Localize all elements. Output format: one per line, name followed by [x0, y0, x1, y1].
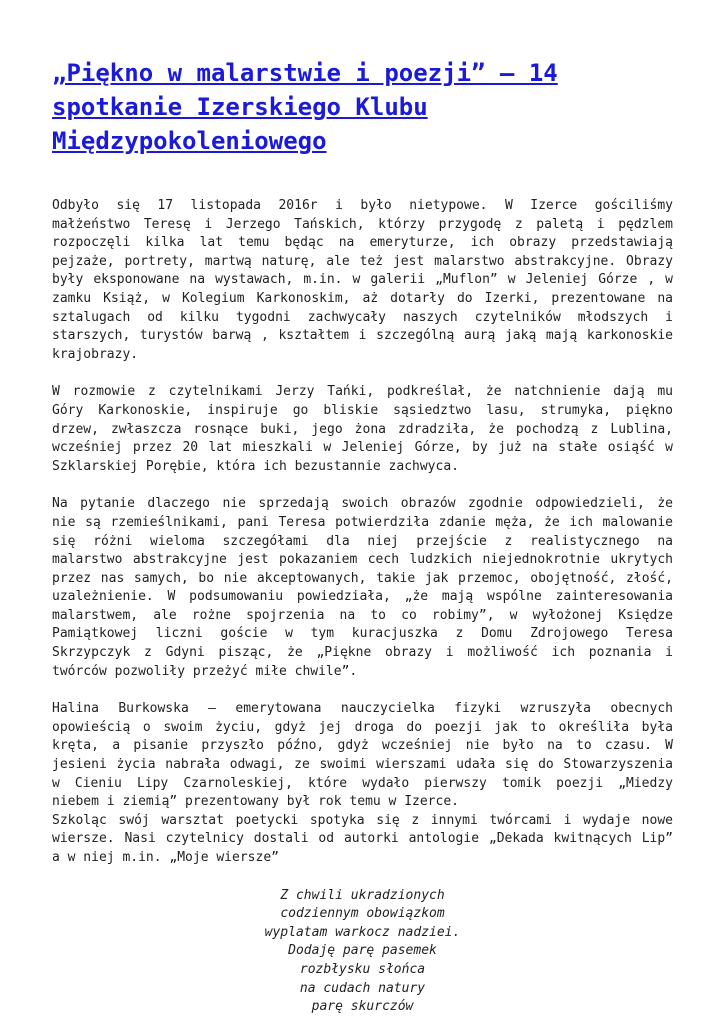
text-line: w Cieniu Lipy Czarnoleskiej, które wydało pierwszy tomik poezji „Miedzy	[52, 775, 673, 791]
text-line: Na pytanie dlaczego nie sprzedają swoich obrazów zgodnie odpowiedzieli, że	[52, 496, 673, 512]
text-line: jesieni życia nabrała odwagi, ze swoimi wierszami udała się do Stowarzyszenia	[52, 757, 673, 773]
text-line: małżeństwo Teresę i Jerzego Tańskich, którzy przygodę z paletą i pędzlem	[52, 216, 673, 232]
text-line: kręta, a pisanie przyszło późno, gdyż wcześniej nie było na to czasu. W	[52, 738, 673, 754]
text-line: Szklarskiej Porębie, która ich bezustannie zachwyca.	[52, 458, 459, 474]
text-line: uzależnienie. W podsumowaniu powiedziała, „że mają wspólne zainteresowania	[52, 589, 673, 605]
text-line: a w niej m.in. „Moje wiersze”	[52, 850, 279, 865]
text-line: malarstwo abstrakcyjne jest pokazaniem cech ludzkich niejednokrotnie ukrytych	[52, 552, 673, 568]
poem-verse: Z chwili ukradzionych	[280, 887, 445, 903]
article-title-link[interactable]: „Piękno w malarstwie i poezji” – 14 spotkanie Izerskiego Klubu Międzypokoleniowego	[52, 59, 558, 155]
paragraph-intro	[52, 197, 673, 364]
poem-verse: na cudach natury	[299, 980, 426, 996]
text-line: sztalugach od kilku tygodni zachwycały naszych czytelników młodszych i	[52, 309, 673, 325]
text-line: krajobrazy.	[52, 346, 139, 362]
text-line: Odbyło się 17 listopada 2016r i było nietypowe. W Izerce gościliśmy	[52, 198, 673, 213]
poem	[52, 887, 673, 1017]
text-line: W rozmowie z czytelnikami Jerzy Tańki, podkreślał, że natchnienie dają mu	[52, 384, 673, 400]
text-line: Halina Burkowska – emerytowana nauczycielka fizyki wzruszyła obecnych	[52, 701, 673, 717]
poem-verse: codziennym obowiązkom	[280, 906, 445, 922]
text-line: Szkoląc swój warsztat poetycki spotyka się z innymi twórcami i wydaje nowe	[52, 812, 673, 828]
poem-verse: Dodaję parę pasemek	[288, 943, 437, 959]
text-line: pejzaże, portrety, martwą naturę, ale też jest malarstwo abstrakcyjne. Obrazy	[52, 253, 673, 269]
text-line: rozpoczęli kilka lat temu będąc na emeryturze, ich obrazy przedstawiają	[52, 235, 673, 251]
poem-verse: rozbłysku słońca	[299, 961, 426, 977]
text-line: wcześniej przez 20 lat mieszkali w Jeleniej Górze, by już na stałe osiąść w	[52, 440, 673, 456]
text-line: Góry Karkonoskie, inspiruje go bliskie sąsiedztwo lasu, strumyka, piękno	[52, 402, 673, 418]
text-line: nie są rzemieślnikami, pani Teresa potwierdziła zdanie męża, że ich malowanie	[52, 514, 673, 530]
poem-verse: parę skurczów	[311, 999, 414, 1015]
text-line: starszych, turystów barwą , kształtem i szczególną aurą jaką mają karkonoskie	[52, 328, 673, 344]
text-line: twórców pozwoliły przeżyć miłe chwile”.	[52, 663, 358, 679]
text-line: się różni wieloma szczegółami dla niej przejście z realistycznego na	[52, 533, 673, 549]
text-line: drzew, zwłaszcza rosnące buki, jego żona zdradziła, że pochodzą z Lublina,	[52, 421, 673, 437]
text-line: Skrzypczyk z Gdyni pisząc, że „Piękne obrazy i możliwość ich poznania i	[52, 645, 673, 661]
text-line: niebem i ziemią” prezentowany był rok temu w Izerce.	[52, 794, 459, 810]
text-line: opowieścią o swoim życiu, gdyż jej droga do poezji jak to określiła była	[52, 719, 673, 735]
paragraph-workshop	[52, 812, 673, 868]
article	[52, 56, 673, 1017]
paragraph-conversation	[52, 383, 673, 476]
text-line: Pamiątkowej liczni goście w tym kuracjuszka z Domu Zdrojowego Teresa	[52, 626, 673, 642]
paragraph-halina	[52, 700, 673, 812]
article-title	[52, 56, 673, 158]
text-line: wiersze. Nasi czytelnicy dostali od autorki antologie „Dekada kwitnących Lip”	[52, 831, 673, 847]
paragraph-question	[52, 495, 673, 681]
poem-verse: wyplatam warkocz nadziei.	[264, 924, 461, 940]
text-line: przez nas samych, bo nie akceptowanych, takie jak przemoc, obojętność, złość,	[52, 570, 673, 586]
text-line: zamku Książ, w Kolegium Karkonoskim, aż dotarły do Izerki, prezentowane na	[52, 290, 673, 306]
text-line: były eksponowane na wystawach, m.in. w galerii „Muflon” w Jeleniej Górze , w	[52, 272, 673, 288]
text-line: malarstwem, ale rożne spojrzenia na to co robimy”, w wyłożonej Księdze	[52, 607, 673, 623]
